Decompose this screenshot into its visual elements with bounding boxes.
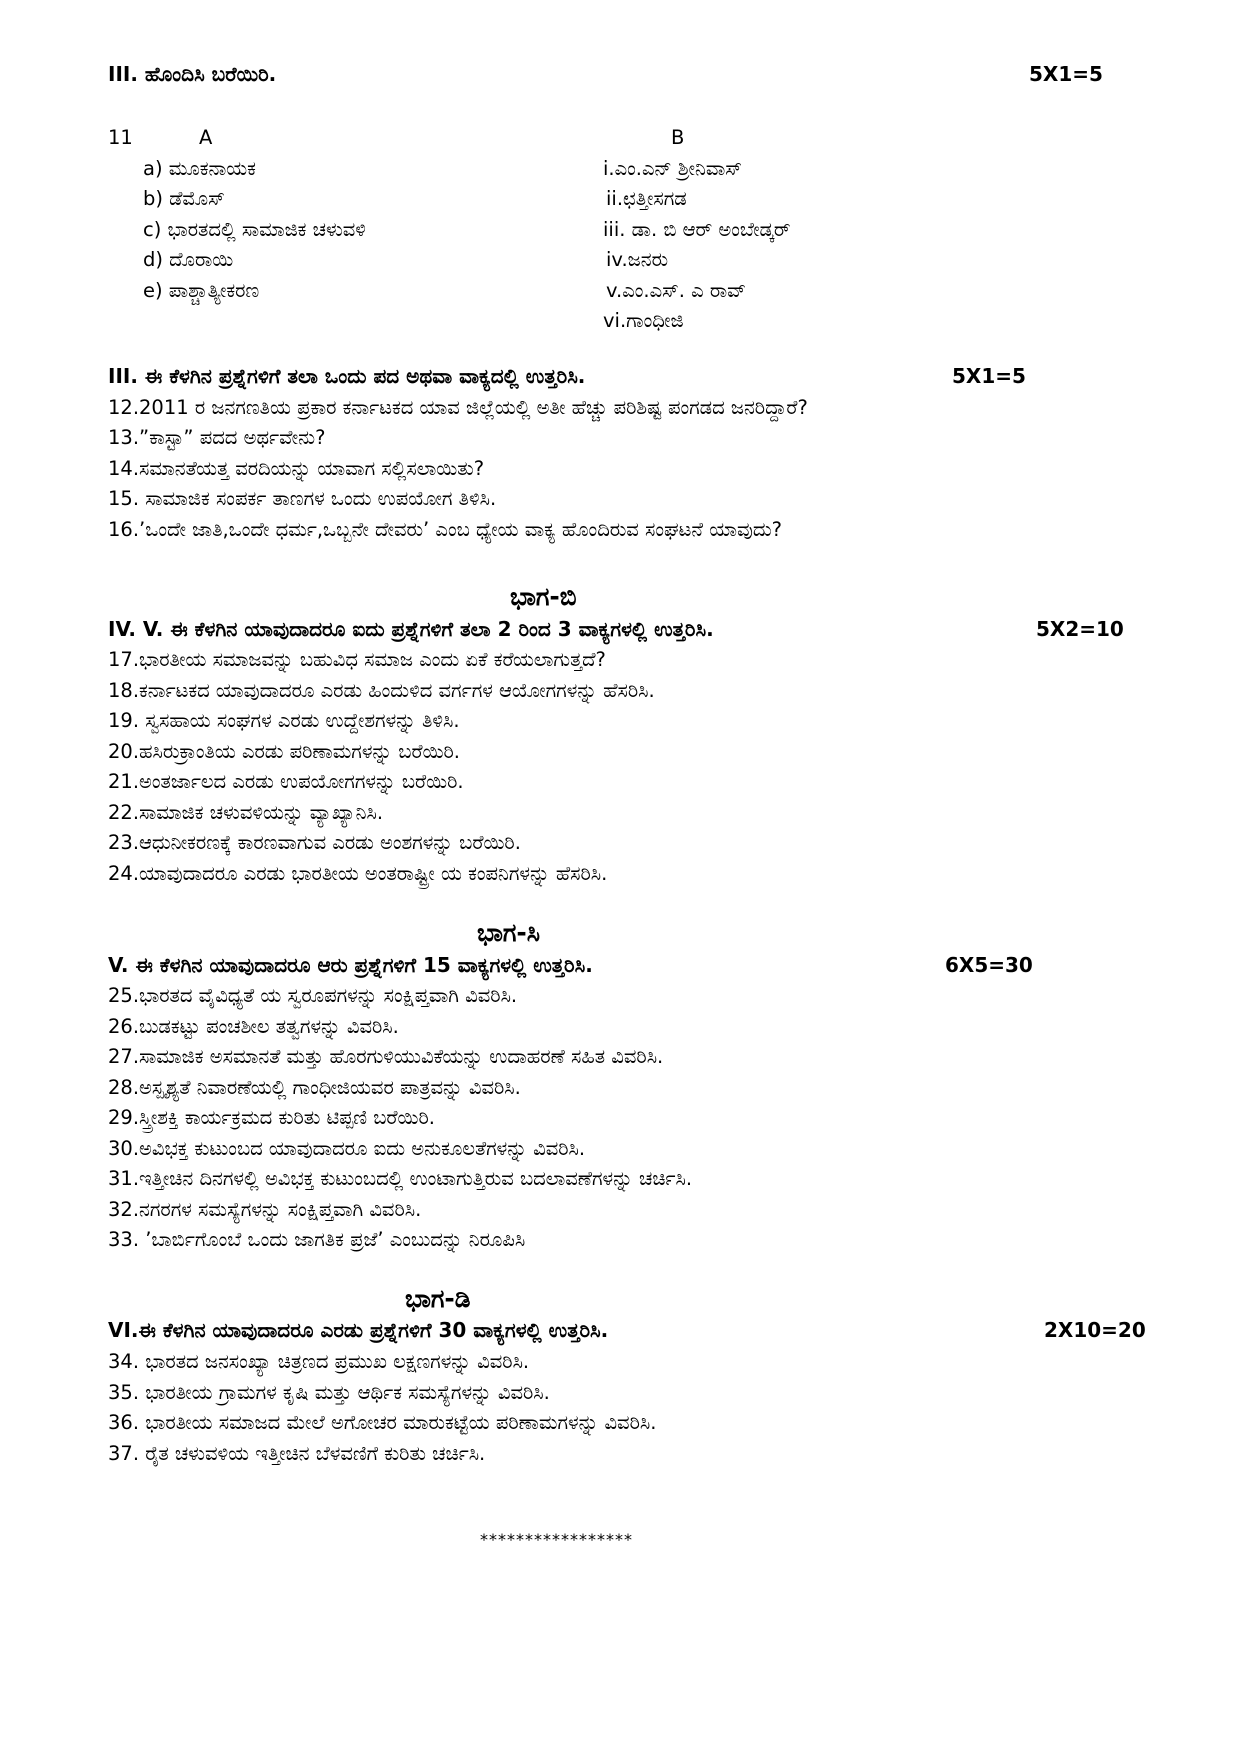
match-a-item: d) ದೊರಾಯಿ bbox=[143, 248, 234, 271]
question: 23.ಆಧುನೀಕರಣಕ್ಕೆ ಕಾರಣವಾಗುವ ಎರಡು ಅಂಶಗಳನ್ನು ಬರೆಯಿರಿ. bbox=[108, 831, 521, 854]
section-heading-part-b: IV. V. ಈ ಕೆಳಗಿನ ಯಾವುದಾದರೂ ಐದು ಪ್ರಶ್ನೆಗಳಿಗೆ ತಲಾ 2 ರಿಂದ 3 ವಾಕ್ಯಗಳಲ್ಲಿ ಉತ್ತರಿಸಿ. bbox=[108, 617, 714, 641]
match-b-item: iv.ಜನರು bbox=[606, 248, 669, 271]
section-heading-part-d: VI.ಈ ಕೆಳಗಿನ ಯಾವುದಾದರೂ ಎರಡು ಪ್ರಶ್ನೆಗಳಿಗೆ 30 ವಾಕ್ಯಗಳಲ್ಲಿ ಉತ್ತರಿಸಿ. bbox=[108, 1318, 609, 1342]
question: 18.ಕರ್ನಾಟಕದ ಯಾವುದಾದರೂ ಎರಡು ಹಿಂದುಳಿದ ವರ್ಗಗಳ ಆಯೋಗಗಳನ್ನು ಹೆಸರಿಸಿ. bbox=[108, 679, 655, 702]
question-number: 11 bbox=[108, 126, 133, 149]
column-a-header: A bbox=[199, 126, 213, 149]
section-marks-part-c: 6X5=30 bbox=[945, 953, 1033, 977]
question: 20.ಹಸಿರುಕ್ರಾಂತಿಯ ಎರಡು ಪರಿಣಾಮಗಳನ್ನು ಬರೆಯಿರಿ. bbox=[108, 740, 461, 763]
match-b-item: i.ಎಂ.ಎನ್ ಶ್ರೀನಿವಾಸ್ bbox=[603, 157, 742, 180]
question: 34. ಭಾರತದ ಜನಸಂಖ್ಯಾ ಚಿತ್ರಣದ ಪ್ರಮುಖ ಲಕ್ಷಣಗಳನ್ನು ವಿವರಿಸಿ. bbox=[108, 1350, 530, 1373]
question: 21.ಅಂತರ್ಜಾಲದ ಎರಡು ಉಪಯೋಗಗಳನ್ನು ಬರೆಯಿರಿ. bbox=[108, 770, 464, 793]
question: 36. ಭಾರತೀಯ ಸಮಾಜದ ಮೇಲೆ ಅಗೋಚರ ಮಾರುಕಟ್ಟೆಯ ಪರಿಣಾಮಗಳನ್ನು ವಿವರಿಸಿ. bbox=[108, 1411, 657, 1434]
question: 31.ಇತ್ತೀಚಿನ ದಿನಗಳಲ್ಲಿ ಅವಿಭಕ್ತ ಕುಟುಂಬದಲ್ಲಿ ಉಂಟಾಗುತ್ತಿರುವ ಬದಲಾವಣೆಗಳನ್ನು ಚರ್ಚಿಸಿ. bbox=[108, 1167, 693, 1190]
match-b-item: ii.ಛತ್ತೀಸಗಡ bbox=[606, 187, 687, 210]
match-b-item: v.ಎಂ.ಎಸ್. ಎ ರಾವ್ bbox=[606, 279, 746, 302]
question: 13.”ಕಾಸ್ಟಾ” ಪದದ ಅರ್ಥವೇನು? bbox=[108, 426, 326, 449]
part-title-b: ಭಾಗ-ಬಿ bbox=[510, 582, 577, 611]
section-heading-match: III. ಹೊಂದಿಸಿ ಬರೆಯಿರಿ. bbox=[108, 62, 277, 86]
question: 15. ಸಾಮಾಜಿಕ ಸಂಪರ್ಕ ತಾಣಗಳ ಒಂದು ಉಪಯೋಗ ತಿಳಿಸಿ. bbox=[108, 487, 497, 510]
match-a-item: b) ಡೆಮೊಸ್ bbox=[143, 187, 225, 210]
match-b-item: iii. ಡಾ. ಬಿ ಆರ್ ಅಂಬೇಡ್ಕರ್ bbox=[603, 218, 791, 241]
question: 16.’ಒಂದೇ ಜಾತಿ,ಒಂದೇ ಧರ್ಮ,ಒಬ್ಬನೇ ದೇವರು’ ಎಂಬ ಧ್ಯೇಯ ವಾಕ್ಯ ಹೊಂದಿರುವ ಸಂಘಟನೆ ಯಾವುದು? bbox=[108, 518, 783, 541]
question: 35. ಭಾರತೀಯ ಗ್ರಾಮಗಳ ಕೃಷಿ ಮತ್ತು ಆರ್ಥಿಕ ಸಮಸ್ಯೆಗಳನ್ನು ವಿವರಿಸಿ. bbox=[108, 1381, 550, 1404]
question: 19. ಸ್ವಸಹಾಯ ಸಂಘಗಳ ಎರಡು ಉದ್ದೇಶಗಳನ್ನು ತಿಳಿಸಿ. bbox=[108, 709, 460, 732]
part-title-c: ಭಾಗ-ಸಿ bbox=[477, 918, 541, 947]
question: 25.ಭಾರತದ ವೈವಿಧ್ಯತೆ ಯ ಸ್ವರೂಪಗಳನ್ನು ಸಂಕ್ಷಿಪ್ತವಾಗಿ ವಿವರಿಸಿ. bbox=[108, 984, 518, 1007]
question: 32.ನಗರಗಳ ಸಮಸ್ಯೆಗಳನ್ನು ಸಂಕ್ಷಿಪ್ತವಾಗಿ ವಿವರಿಸಿ. bbox=[108, 1198, 422, 1221]
question: 24.ಯಾವುದಾದರೂ ಎರಡು ಭಾರತೀಯ ಅಂತರಾಷ್ಟ್ರೀ ಯ ಕಂಪನಿಗಳನ್ನು ಹೆಸರಿಸಿ. bbox=[108, 862, 608, 885]
question: 17.ಭಾರತೀಯ ಸಮಾಜವನ್ನು ಬಹುವಿಧ ಸಮಾಜ ಎಂದು ಏಕೆ ಕರೆಯಲಾಗುತ್ತದೆ? bbox=[108, 648, 606, 671]
question: 12.2011 ರ ಜನಗಣತಿಯ ಪ್ರಕಾರ ಕರ್ನಾಟಕದ ಯಾವ ಜಿಲ್ಲೆಯಲ್ಲಿ ಅತೀ ಹೆಚ್ಚು ಪರಿಶಿಷ್ಟ ಪಂಗಡದ ಜನರಿದ್ದಾರೆ? bbox=[108, 396, 808, 419]
question: 37. ರೈತ ಚಳುವಳಿಯ ಇತ್ತೀಚಿನ ಬೆಳವಣಿಗೆ ಕುರಿತು ಚರ್ಚಿಸಿ. bbox=[108, 1442, 486, 1465]
section-marks-part-d: 2X10=20 bbox=[1044, 1318, 1146, 1342]
section-marks-one-word: 5X1=5 bbox=[952, 364, 1026, 388]
question: 26.ಬುಡಕಟ್ಟು ಪಂಚಶೀಲ ತತ್ವಗಳನ್ನು ವಿವರಿಸಿ. bbox=[108, 1015, 399, 1038]
section-marks-match: 5X1=5 bbox=[1029, 62, 1103, 86]
section-marks-part-b: 5X2=10 bbox=[1036, 617, 1124, 641]
question: 28.ಅಸ್ಪೃಶ್ಯತೆ ನಿವಾರಣೆಯಲ್ಲಿ ಗಾಂಧೀಜಿಯವರ ಪಾತ್ರವನ್ನು ವಿವರಿಸಿ. bbox=[108, 1076, 521, 1099]
question: 30.ಅವಿಭಕ್ತ ಕುಟುಂಬದ ಯಾವುದಾದರೂ ಐದು ಅನುಕೂಲತೆಗಳನ್ನು ವಿವರಿಸಿ. bbox=[108, 1137, 586, 1160]
match-a-item: e) ಪಾಶ್ಚಾತ್ಯೀಕರಣ bbox=[143, 279, 260, 302]
question: 22.ಸಾಮಾಜಿಕ ಚಳುವಳಿಯನ್ನು ವ್ಯಾಖ್ಯಾನಿಸಿ. bbox=[108, 801, 384, 824]
part-title-d: ಭಾಗ-ಡಿ bbox=[405, 1284, 471, 1313]
end-marker: ***************** bbox=[480, 1530, 633, 1549]
question: 27.ಸಾಮಾಜಿಕ ಅಸಮಾನತೆ ಮತ್ತು ಹೊರಗುಳಿಯುವಿಕೆಯನ್ನು ಉದಾಹರಣೆ ಸಹಿತ ವಿವರಿಸಿ. bbox=[108, 1045, 664, 1068]
match-a-item: c) ಭಾರತದಲ್ಲಿ ಸಾಮಾಜಿಕ ಚಳುವಳಿ bbox=[143, 218, 366, 241]
match-a-item: a) ಮೂಕನಾಯಕ bbox=[143, 157, 256, 180]
section-heading-part-c: V. ಈ ಕೆಳಗಿನ ಯಾವುದಾದರೂ ಆರು ಪ್ರಶ್ನೆಗಳಿಗೆ 15 ವಾಕ್ಯಗಳಲ್ಲಿ ಉತ್ತರಿಸಿ. bbox=[108, 953, 593, 977]
question: 33. ’ಬಾರ್ಬಿಗೊಂಬೆ ಒಂದು ಜಾಗತಿಕ ಪ್ರಜೆ’ ಎಂಬುದನ್ನು ನಿರೂಪಿಸಿ bbox=[108, 1228, 526, 1251]
section-heading-one-word: III. ಈ ಕೆಳಗಿನ ಪ್ರಶ್ನೆಗಳಿಗೆ ತಲಾ ಒಂದು ಪದ ಅಥವಾ ವಾಕ್ಯದಲ್ಲಿ ಉತ್ತರಿಸಿ. bbox=[108, 364, 586, 388]
question: 14.ಸಮಾನತೆಯತ್ತ ವರದಿಯನ್ನು ಯಾವಾಗ ಸಲ್ಲಿಸಲಾಯಿತು? bbox=[108, 457, 485, 480]
column-b-header: B bbox=[671, 126, 685, 149]
match-b-item: vi.ಗಾಂಧೀಜಿ bbox=[603, 309, 684, 332]
question: 29.ಸ್ತ್ರೀಶಕ್ತಿ ಕಾರ್ಯಕ್ರಮದ ಕುರಿತು ಟಿಪ್ಪಣಿ ಬರೆಯಿರಿ. bbox=[108, 1106, 435, 1129]
